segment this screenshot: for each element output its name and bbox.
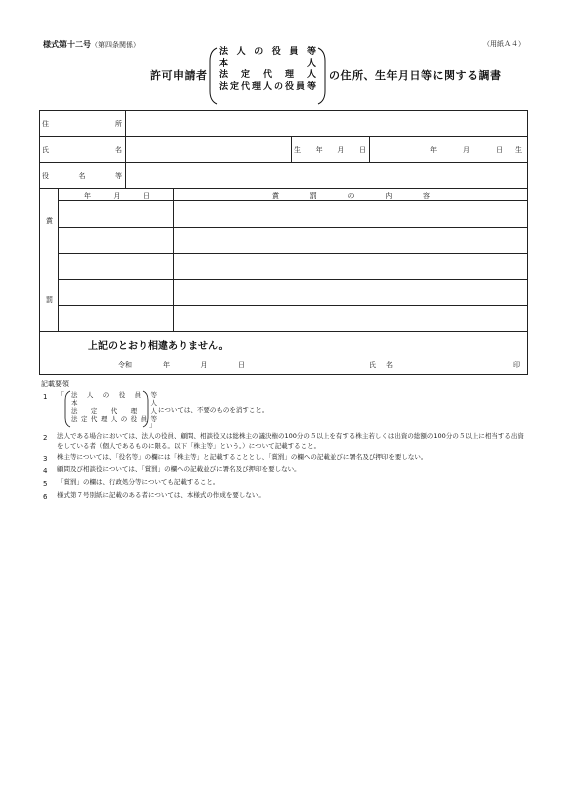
title-options: [219, 47, 316, 93]
note-number: 1: [43, 393, 48, 401]
note-text: 「賞罰」の欄は、行政処分等についても記載すること。: [57, 478, 220, 486]
declaration-text: 上記のとおり相違ありません。: [88, 341, 229, 352]
name-field[interactable]: [127, 138, 289, 160]
address-field[interactable]: [127, 112, 525, 134]
history-date-header: 年 月 日: [84, 192, 150, 200]
note-text: 法人である場合においては、法人の役員、顧問、相談役又は総株主の議決権の100分の５以上を有する株主若しくは出資の総額の100分の５以上に相当する出資をしている者（個人であるものに限る。以下「株主等」という。）について記載すること。: [57, 432, 524, 450]
history-row[interactable]: [60, 281, 526, 303]
note-option: 法定代理人: [71, 407, 157, 415]
note-number: 3: [43, 455, 48, 463]
close-bracket-icon: 」: [149, 421, 156, 429]
history-row[interactable]: [60, 307, 526, 329]
signature-date[interactable]: 年 月 日: [163, 361, 245, 369]
note-text: については、不要のものを消すこと。: [158, 406, 269, 414]
title-option: 本人: [219, 58, 316, 69]
instructions-heading: 記載要領: [41, 380, 69, 388]
paper-size: （用紙Ａ４）: [483, 40, 525, 48]
title-option: 法人の役員等: [219, 47, 316, 57]
name-label: 氏 名: [42, 146, 122, 154]
left-brace: [63, 390, 71, 428]
open-bracket-icon: 「: [57, 391, 64, 399]
signature-era: 令和: [118, 361, 132, 369]
right-brace: [316, 47, 328, 105]
note-text: 様式第７号別紙に記載のある者については、本様式の作成を要しない。: [57, 491, 265, 499]
note-text: 顧問及び相談役については、「賞罰」の欄への記載並びに署名及び押印を要しない。: [57, 465, 301, 473]
title-option: 法定代理人: [219, 70, 316, 80]
note-number: 2: [43, 434, 48, 442]
birthdate-label: 生 年 月 日: [294, 146, 366, 154]
reward-label: 賞: [46, 217, 53, 225]
note-text: 株主等については、「役名等」の欄には「株主等」と記載することとし、「賞罰」の欄への記載並びに署名及び押印を要しない。: [57, 453, 428, 461]
note-option: 法人の役員等: [71, 391, 157, 399]
title-option: 法定代理人の役員等: [219, 81, 316, 92]
birthdate-field[interactable]: 年 月 日生: [430, 146, 522, 154]
history-row[interactable]: [60, 202, 526, 225]
history-content-header: 賞 罰 の 内 容: [272, 192, 430, 200]
position-field[interactable]: [127, 164, 525, 186]
penalty-label: 罰: [46, 296, 53, 304]
signature-name-field[interactable]: [400, 356, 500, 370]
form-number: 様式第十二号（第四条関係）: [43, 40, 140, 49]
left-brace: [207, 47, 219, 105]
note-option: 本人: [71, 399, 157, 407]
note-option: 法定代理人の役員等: [71, 415, 157, 423]
address-label: 住 所: [42, 120, 122, 128]
note-number: 4: [43, 467, 48, 475]
note-number: 5: [43, 480, 48, 488]
position-label: 役 名 等: [42, 172, 122, 180]
title-prefix: 許可申請者: [150, 69, 208, 82]
seal-mark: 印: [513, 361, 520, 369]
history-row[interactable]: [60, 229, 526, 251]
title-suffix: の住所、生年月日等に関する調書: [329, 69, 502, 82]
note-number: 6: [43, 493, 48, 501]
history-row[interactable]: [60, 255, 526, 277]
signature-name-label: 氏 名: [369, 361, 393, 369]
